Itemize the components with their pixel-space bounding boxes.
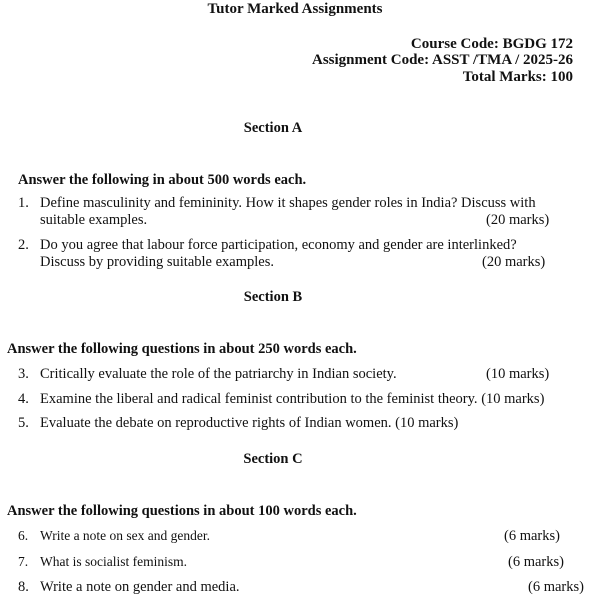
question-number: 1. [18,195,29,211]
document-title [0,1,600,18]
question-7-marks: (6 marks) [508,554,564,570]
question-8-marks: (6 marks) [528,579,584,595]
section-c-heading: Section C [243,451,303,467]
section-a-heading: Section A [243,120,303,136]
question-4 [18,391,544,408]
question-number: 6. [18,528,29,543]
question-text: Do you agree that labour force participation, economy and gender are interlinked? [40,237,517,253]
question-2 [18,237,517,254]
question-number: 2. [18,237,29,253]
document-title-text: Tutor Marked Assignments [207,1,383,17]
question-number: 7. [18,554,29,569]
question-text: What is socialist feminism. [40,554,187,569]
question-6-marks: (6 marks) [504,528,560,544]
question-text: Write a note on gender and media. [40,579,240,595]
question-1-marks: (20 marks) [486,212,550,228]
question-5 [18,415,458,432]
question-text: Write a note on sex and gender. [40,528,211,543]
question-text: Evaluate the debate on reproductive rights of Indian women. [40,415,392,431]
section-a-instruction: Answer the following in about 500 words each. [18,172,307,188]
question-number: 3. [18,366,29,382]
question-text: Critically evaluate the role of the patriarchy in Indian society. [40,366,397,382]
question-5-marks: (10 marks) [395,415,459,431]
question-8 [18,579,240,596]
total-marks: Total Marks: 100 [462,69,573,85]
question-text: Define masculinity and femininity. How it shapes gender roles in India? Discuss with [40,195,536,211]
question-6 [18,528,210,544]
question-2-marks: (20 marks) [482,254,546,270]
question-4-marks: (10 marks) [481,391,545,407]
question-7 [18,554,187,570]
question-number: 4. [18,391,29,407]
course-code: Course Code: BGDG 172 [410,36,573,52]
question-2-line2: Discuss by providing suitable examples. [40,254,274,270]
question-1-line2: suitable examples. [40,212,148,228]
section-c-instruction: Answer the following questions in about 100 words each. [7,503,357,519]
section-b-heading: Section B [243,289,303,305]
question-number: 5. [18,415,29,431]
section-b-instruction: Answer the following questions in about 250 words each. [7,341,357,357]
question-3-marks: (10 marks) [486,366,550,382]
question-text: Examine the liberal and radical feminist contribution to the feminist theory. [40,391,478,407]
question-number: 8. [18,579,29,595]
assignment-code: Assignment Code: ASST /TMA / 2025-26 [311,52,573,68]
question-3 [18,366,397,383]
question-1 [18,195,536,212]
